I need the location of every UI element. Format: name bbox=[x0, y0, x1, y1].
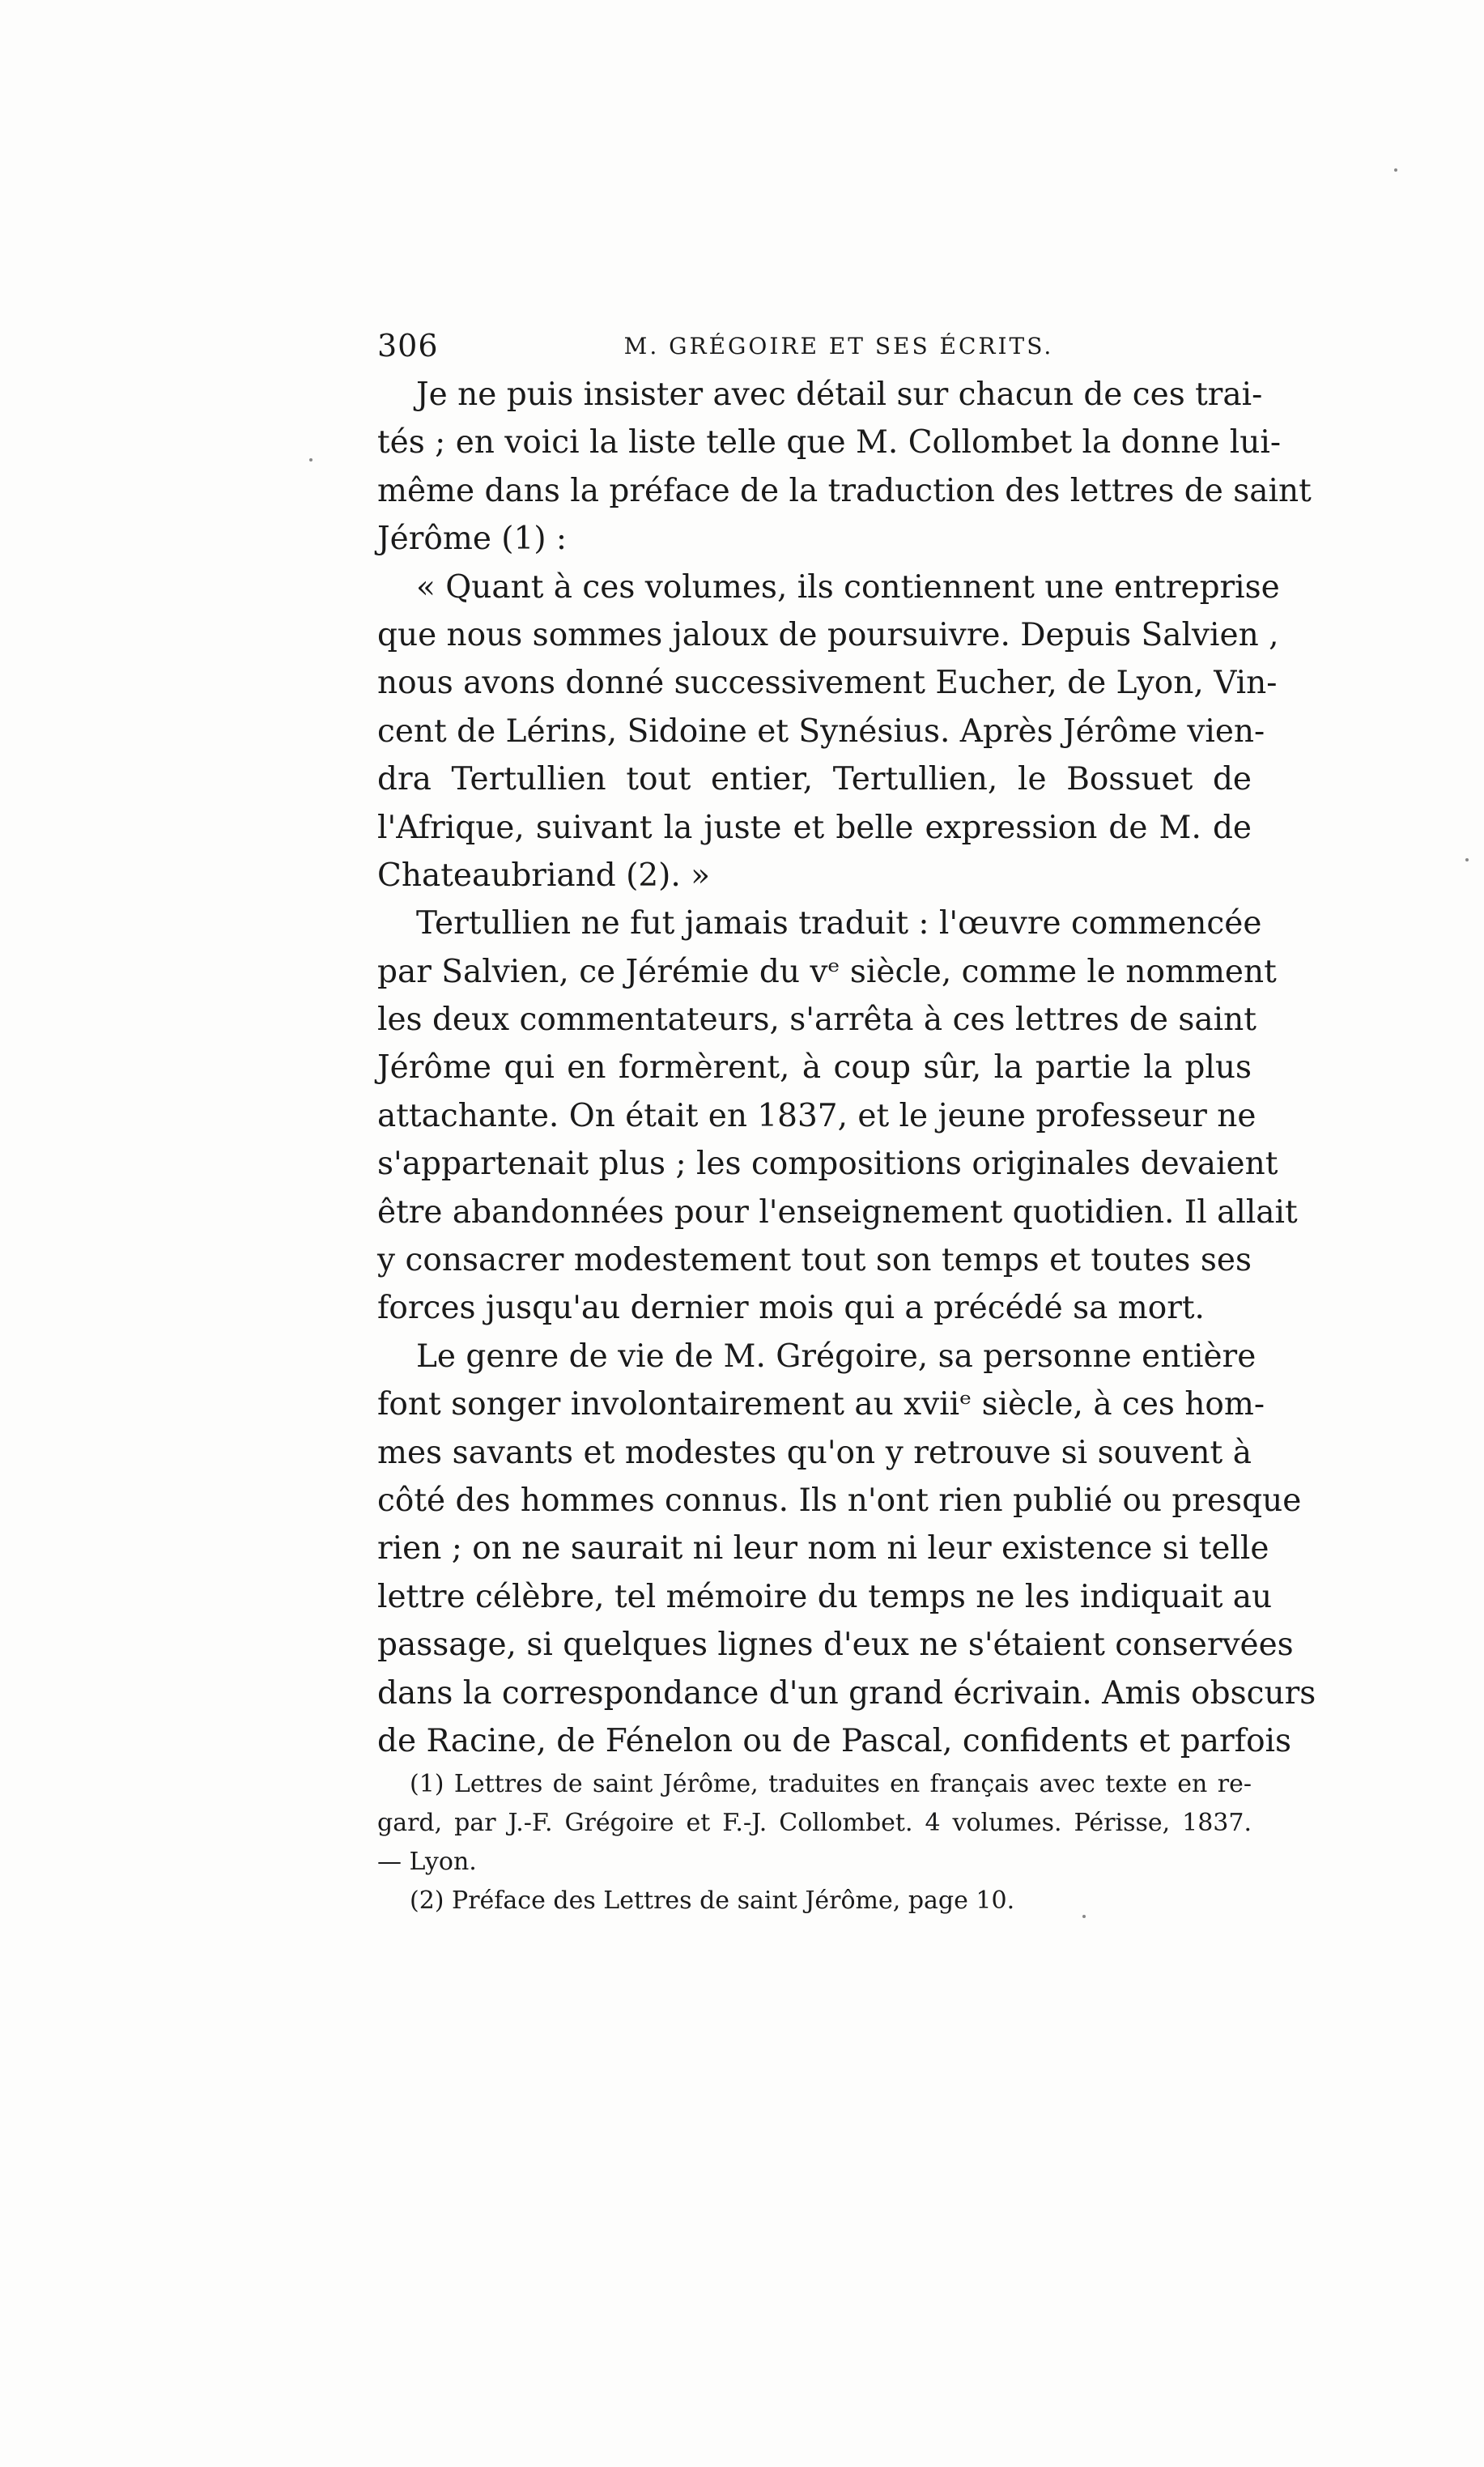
text-line: de Racine, de Fénelon ou de Pascal, confidents et parfois bbox=[377, 1722, 1292, 1759]
text-line: l'Afrique, suivant la juste et belle expression de M. de bbox=[377, 809, 1252, 846]
text-line: « Quant à ces volumes, ils contiennent une entreprise bbox=[416, 568, 1280, 606]
text-line: Je ne puis insister avec détail sur chacun de ces trai- bbox=[416, 376, 1263, 413]
text-line: Jérôme (1) : bbox=[377, 521, 568, 558]
text-line: dans la correspondance d'un grand écrivain. Amis obscurs bbox=[377, 1674, 1316, 1712]
footnote-line: — Lyon. bbox=[377, 1848, 477, 1876]
footnotes bbox=[377, 1765, 1252, 1920]
main-text bbox=[377, 371, 1316, 1765]
text-line: Jérôme qui en formèrent, à coup sûr, la partie la plus bbox=[377, 1049, 1252, 1087]
text-line: forces jusqu'au dernier mois qui a précédé sa mort. bbox=[377, 1290, 1205, 1327]
text-line: font songer involontairement au xviiᵉ siècle, à ces hom- bbox=[377, 1386, 1265, 1423]
scan-speck bbox=[309, 458, 313, 461]
text-line: lettre célèbre, tel mémoire du temps ne les indiquait au bbox=[377, 1578, 1273, 1615]
text-line: les deux commentateurs, s'arrêta à ces lettres de saint bbox=[377, 1002, 1257, 1039]
text-line: côté des hommes connus. Ils n'ont rien publié ou presque bbox=[377, 1482, 1302, 1519]
text-line: y consacrer modestement tout son temps et toutes ses bbox=[377, 1242, 1252, 1279]
footnote-line: gard, par J.-F. Grégoire et F.-J. Collombet. 4 volumes. Périsse, 1837. bbox=[377, 1809, 1252, 1837]
page-header bbox=[377, 328, 1252, 368]
scan-speck bbox=[1082, 1915, 1086, 1918]
text-line: par Salvien, ce Jérémie du vᵉ siècle, comme le nomment bbox=[377, 953, 1277, 990]
text-line: que nous sommes jaloux de poursuivre. Depuis Salvien , bbox=[377, 616, 1279, 653]
footnote-line: (2) Préface des Lettres de saint Jérôme, page 10. bbox=[410, 1886, 1015, 1915]
footnote-line: (1) Lettres de saint Jérôme, traduites en français avec texte en re- bbox=[410, 1770, 1252, 1798]
text-line: Le genre de vie de M. Grégoire, sa personne entière bbox=[416, 1338, 1257, 1375]
text-line: nous avons donné successivement Eucher, de Lyon, Vin- bbox=[377, 665, 1278, 702]
scan-speck bbox=[1465, 858, 1469, 861]
text-line: tés ; en voici la liste telle que M. Collombet la donne lui- bbox=[377, 424, 1282, 461]
scan-speck bbox=[1394, 168, 1397, 172]
running-title: M. GRÉGOIRE ET SES ÉCRITS. bbox=[623, 333, 1054, 359]
page-number: 306 bbox=[377, 328, 439, 364]
text-line: être abandonnées pour l'enseignement quotidien. Il allait bbox=[377, 1193, 1298, 1231]
text-line: s'appartenait plus ; les compositions originales devaient bbox=[377, 1146, 1278, 1183]
text-line: mes savants et modestes qu'on y retrouve si souvent à bbox=[377, 1434, 1252, 1471]
text-line: passage, si quelques lignes d'eux ne s'étaient conservées bbox=[377, 1627, 1294, 1664]
text-line: cent de Lérins, Sidoine et Synésius. Après Jérôme vien- bbox=[377, 712, 1265, 750]
text-line: même dans la préface de la traduction des lettres de saint bbox=[377, 472, 1312, 509]
text-line: Tertullien ne fut jamais traduit : l'œuvre commencée bbox=[416, 905, 1262, 942]
text-line: dra Tertullien tout entier, Tertullien, le Bossuet de bbox=[377, 761, 1252, 798]
text-line: Chateaubriand (2). » bbox=[377, 857, 711, 894]
text-line: attachante. On était en 1837, et le jeune professeur ne bbox=[377, 1097, 1257, 1134]
text-line: rien ; on ne saurait ni leur nom ni leur existence si telle bbox=[377, 1530, 1269, 1567]
